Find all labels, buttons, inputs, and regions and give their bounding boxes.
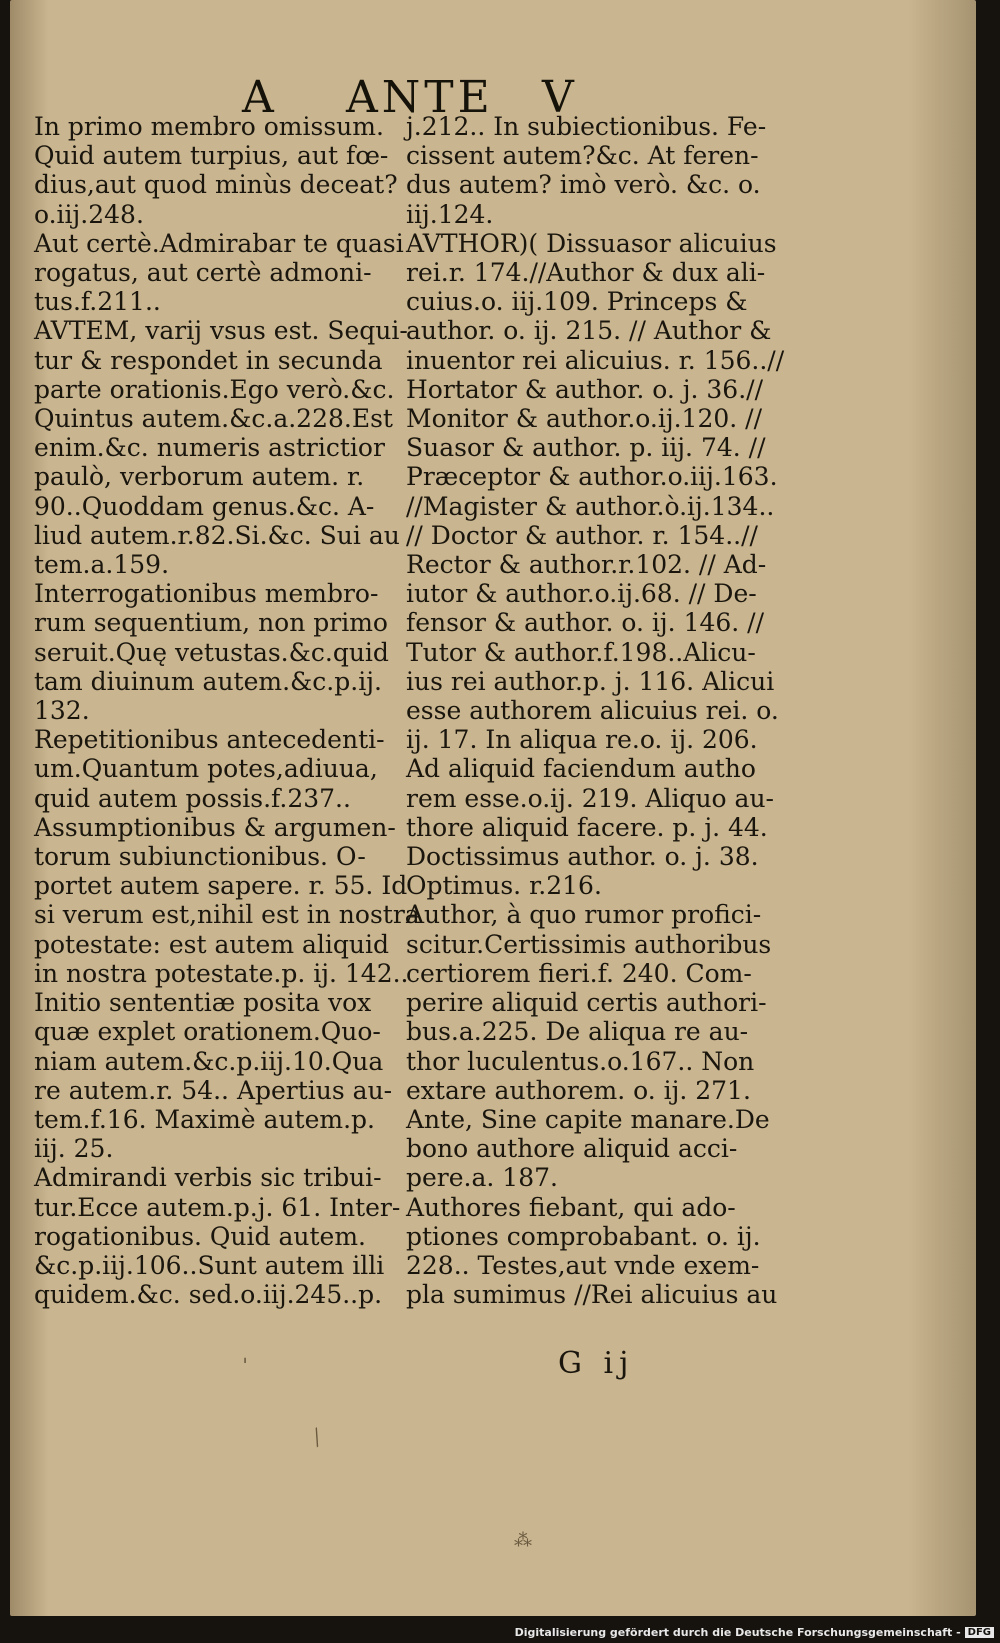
text-line: 132. — [34, 696, 90, 726]
text-line: Præceptor & author.o.iij.163. — [406, 462, 778, 492]
text-line: rum sequentium, non primo — [34, 608, 388, 638]
text-line: quæ explet orationem.Quo- — [34, 1017, 381, 1047]
text-line: esse authorem alicuius rei. o. — [406, 696, 779, 726]
text-line: iij. 25. — [34, 1134, 114, 1164]
text-line: bono authore aliquid acci- — [406, 1134, 738, 1164]
text-line: Admirandi verbis sic tribui- — [34, 1163, 382, 1193]
notice-text: Digitalisierung gefördert durch die Deutsche Forschungsgemeinschaft - — [514, 1626, 961, 1639]
text-line: &c.p.iij.106..Sunt autem illi — [34, 1250, 385, 1280]
text-line: extare authorem. o. ij. 271. — [406, 1075, 751, 1105]
text-line: ius rei author.p. j. 116. Alicui — [406, 666, 775, 696]
text-line: Ad aliquid faciendum autho — [406, 754, 756, 784]
text-line: rogatus, aut certè admoni- — [34, 258, 372, 288]
text-line: AVTEM, varij vsus est. Sequi- — [34, 316, 408, 346]
text-line: 228.. Testes,aut vnde exem- — [406, 1250, 760, 1280]
text-line: Quid autem turpius, aut fœ- — [34, 141, 389, 171]
text-line: pere.a. 187. — [406, 1163, 558, 1193]
book-page — [10, 0, 976, 1616]
text-line: In primo membro omissum. — [34, 112, 384, 141]
text-line: AVTHOR)( Dissuasor alicuius — [406, 228, 777, 258]
ink-speck: ˈ — [242, 1356, 249, 1381]
text-line: Hortator & author. o. j. 36.// — [406, 374, 764, 404]
text-line: Monitor & author.o.ij.120. // — [406, 404, 763, 434]
text-line: rei.r. 174.//Author & dux ali- — [406, 258, 766, 288]
text-line: ij. 17. In aliqua re.o. ij. 206. — [406, 725, 758, 755]
text-line: um.Quantum potes,adiuua, — [34, 754, 378, 784]
text-line: Interrogationibus membro- — [34, 579, 379, 609]
text-line: j.212.. In subiectionibus. Fe- — [406, 112, 767, 141]
signature-mark: G ij — [558, 1346, 635, 1381]
text-line: dius,aut quod minùs deceat? — [34, 170, 398, 200]
text-line: pla sumimus //Rei alicuius au — [406, 1280, 778, 1310]
text-line: parte orationis.Ego verò.&c. — [34, 374, 395, 404]
text-line: cissent autem?&c. At feren- — [406, 141, 759, 171]
ink-blot: ⁂ — [514, 1530, 532, 1551]
text-line: Quintus autem.&c.a.228.Est — [34, 404, 393, 434]
text-line: Optimus. r.216. — [406, 871, 602, 901]
text-line: liud autem.r.82.Si.&c. Sui au — [34, 520, 400, 550]
text-line: Tutor & author.f.198..Alicu- — [406, 637, 756, 667]
text-line: tur & respondet in secunda — [34, 345, 383, 375]
text-line: cuius.o. iij.109. Princeps & — [406, 287, 748, 317]
text-line: Ante, Sine capite manare.De — [406, 1104, 770, 1134]
text-line: tem.f.16. Maximè autem.p. — [34, 1104, 376, 1134]
text-line: o.iij.248. — [34, 199, 144, 229]
left-text-column — [34, 112, 420, 1310]
text-line: perire aliquid certis authori- — [406, 988, 767, 1018]
text-line: dus autem? imò verò. &c. o. — [406, 170, 761, 200]
text-line: Rector & author.r.102. // Ad- — [406, 550, 767, 580]
text-line: author. o. ij. 215. // Author & — [406, 316, 772, 346]
text-line: thore aliquid facere. p. j. 44. — [406, 812, 768, 842]
text-line: quidem.&c. sed.o.iij.245..p. — [34, 1280, 383, 1310]
text-line: Initio sententiæ posita vox — [34, 988, 372, 1018]
text-line: quid autem possis.f.237.. — [34, 783, 351, 813]
text-line: seruit.Quę vetustas.&c.quid — [34, 637, 389, 667]
text-line: tus.f.211.. — [34, 287, 161, 317]
text-line: // Doctor & author. r. 154..// — [406, 520, 758, 550]
text-line: torum subiunctionibus. O- — [34, 842, 366, 872]
text-line: 90..Quoddam genus.&c. A- — [34, 491, 375, 521]
text-line: certiorem fieri.f. 240. Com- — [406, 958, 752, 988]
text-line: re autem.r. 54.. Apertius au- — [34, 1075, 393, 1105]
text-line: tem.a.159. — [34, 550, 170, 580]
text-line: Assumptionibus & argumen- — [34, 812, 396, 842]
text-line: tam diuinum autem.&c.p.ij. — [34, 666, 382, 696]
text-line: rogationibus. Quid autem. — [34, 1221, 366, 1251]
text-line: enim.&c. numeris astrictior — [34, 433, 385, 463]
text-line: tur.Ecce autem.p.j. 61. Inter- — [34, 1192, 401, 1222]
text-line: rem esse.o.ij. 219. Aliquo au- — [406, 783, 775, 813]
text-line: bus.a.225. De aliqua re au- — [406, 1017, 749, 1047]
text-line: Authores fiebant, qui ado- — [406, 1192, 736, 1222]
text-line: fensor & author. o. ij. 146. // — [406, 608, 765, 638]
text-line: si verum est,nihil est in nostra — [34, 900, 420, 930]
text-line: Repetitionibus antecedenti- — [34, 725, 385, 755]
text-line: ptiones comprobabant. o. ij. — [406, 1221, 761, 1251]
text-line: niam autem.&c.p.iij.10.Qua — [34, 1046, 384, 1076]
header-center-word: ANTE — [346, 72, 494, 123]
text-line: in nostra potestate.p. ij. 142.. — [34, 958, 409, 988]
text-line: paulò, verborum autem. r. — [34, 462, 365, 492]
text-line: Aut certè.Admirabar te quasi — [34, 228, 404, 258]
text-line: iij.124. — [406, 199, 494, 229]
right-text-column — [406, 112, 785, 1310]
text-line: //Magister & author.ò.ij.134.. — [406, 491, 775, 521]
dfg-logo: DFG — [965, 1627, 994, 1638]
text-line: Suasor & author. p. iij. 74. // — [406, 433, 766, 463]
digitization-notice — [515, 1626, 994, 1639]
text-line: iutor & author.o.ij.68. // De- — [406, 579, 757, 609]
text-line: thor luculentus.o.167.. Non — [406, 1046, 755, 1076]
text-line: Author, à quo rumor profici- — [406, 900, 762, 930]
text-line: inuentor rei alicuius. r. 156..// — [406, 345, 785, 375]
text-line: Doctissimus author. o. j. 38. — [406, 842, 759, 872]
text-line: portet autem sapere. r. 55. Id — [34, 871, 408, 901]
header-left-letter: A — [242, 72, 278, 123]
ink-stroke: ⁄ — [309, 1427, 327, 1450]
text-line: potestate: est autem aliquid — [34, 929, 390, 959]
text-line: scitur.Certissimis authoribus — [406, 929, 772, 959]
header-right-letter: V — [542, 72, 578, 123]
